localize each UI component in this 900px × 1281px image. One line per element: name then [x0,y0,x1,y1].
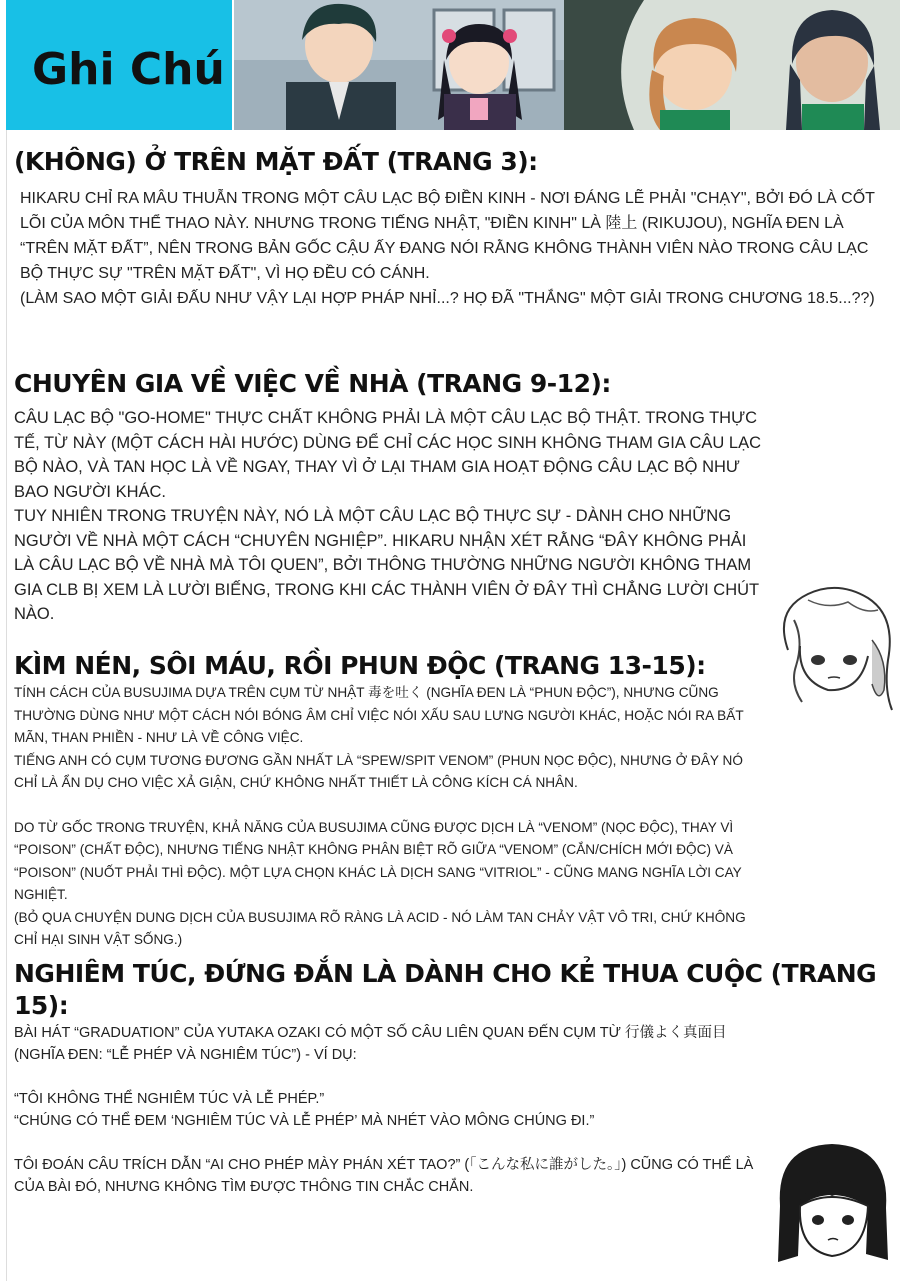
paragraph: (LÀM SAO MỘT GIẢI ĐẤU NHƯ VẬY LẠI HỢP PHÁP NHỈ...? HỌ ĐÃ "THẮNG" MỘT GIẢI TRONG CHƯƠNG 18.5...??) [20,290,875,307]
section-heading: (KHÔNG) Ở TRÊN MẶT ĐẤT (TRANG 3): [14,147,538,176]
chibi-sketch-wavy-hair [768,580,900,725]
paragraph: TÍNH CÁCH CỦA BUSUJIMA DỰA TRÊN CỤM TỪ NHẬT 毒を吐く (NGHĨA ĐEN LÀ “PHUN ĐỘC”), NHƯNG CŨNG THƯỜNG DÙNG NHƯ MỘT CÁCH NÓI BÓNG ÂM CHỈ VIỆC NÓI XẤU SAU LƯNG NGƯỜI KHÁC, HOẶC NÓI RA BẤT MÃN, THAN PHIỀN - NHƯ LÀ VỀ CÔNG VIỆC. [14,685,744,745]
paragraph: TIẾNG ANH CÓ CỤM TƯƠNG ĐƯƠNG GẦN NHẤT LÀ “SPEW/SPIT VENOM” (PHUN NỌC ĐỘC), NHƯNG Ở ĐÂY NÓ CHỈ LÀ ẨN DỤ CHO VIỆC XẢ GIẬN, CHỨ KHÔNG NHẤT THIẾT LÀ CÔNG KÍCH CÁ NHÂN. [14,752,743,790]
paragraph: HIKARU CHỈ RA MÂU THUẪN TRONG MỘT CÂU LẠC BỘ ĐIỀN KINH - NƠI ĐÁNG LẼ PHẢI "CHẠY", BỞI ĐÓ LÀ CỐT LÕI CỦA MÔN THỂ THAO NÀY. NHƯNG TRONG TIẾNG NHẬT, "ĐIỀN KINH" LÀ 陸上 (RIKUJOU), NGHĨA ĐEN LÀ “TRÊN MẶT ĐẤT”, NÊN TRONG BẢN GỐC CẬU ẤY ĐANG NÓI RẰNG KHÔNG THÀNH VIÊN NÀO TRONG CÂU LẠC BỘ THỰC SỰ "TRÊN MẶT ĐẤT", VÌ HỌ ĐỀU CÓ CÁNH. [20,190,875,282]
manga-panel-girls [564,0,900,130]
paragraph: TÔI ĐOÁN CÂU TRÍCH DẪN “AI CHO PHÉP MÀY PHÁN XÉT TAO?” (「こんな私に誰がした。」) CŨNG CÓ THỂ LÀ CỦA BÀI ĐÓ, NHƯNG KHÔNG TÌM ĐƯỢC THÔNG TIN CHẮC CHẮN. [14,1157,754,1195]
paragraph: BÀI HÁT “GRADUATION” CỦA YUTAKA OZAKI CÓ MỘT SỐ CÂU LIÊN QUAN ĐẾN CỤM TỪ 行儀よく真面目 (NGHĨA ĐEN: “LỄ PHÉP VÀ NGHIÊM TÚC”) - VÍ DỤ: [14,1025,727,1063]
page-title: Ghi Chú [32,44,225,95]
paragraph: CÂU LẠC BỘ "GO-HOME" THỰC CHẤT KHÔNG PHẢI LÀ MỘT CÂU LẠC BỘ THẬT. TRONG THỰC TẾ, TỪ NÀY (MỘT CÁCH HÀI HƯỚC) DÙNG ĐỂ CHỈ CÁC HỌC SINH KHÔNG THAM GIA CÂU LẠC BỘ NÀO, VÀ TAN HỌC LÀ VỀ NGAY, THAY VÌ Ở LẠI THAM GIA HOẠT ĐỘNG CÂU LẠC BỘ NHƯ BAO NGƯỜI KHÁC. [14,409,762,501]
header-banner [0,0,900,130]
section-heading: NGHIÊM TÚC, ĐỨNG ĐẮN LÀ DÀNH CHO KẺ THUA CUỘC (TRANG 15): [14,959,877,1020]
note-section-3 [14,650,764,952]
section-heading: CHUYÊN GIA VỀ VIỆC VỀ NHÀ (TRANG 9-12): [14,369,611,398]
paragraph: (BỎ QUA CHUYỆN DUNG DỊCH CỦA BUSUJIMA RÕ RÀNG LÀ ACID - NÓ LÀM TAN CHẢY VẬT VÔ TRI, CHỨ KHÔNG CHỈ HẠI SINH VẬT SỐNG.) [14,909,746,947]
note-section-2 [14,368,764,627]
paragraph: “CHÚNG CÓ THỂ ĐEM ‘NGHIÊM TÚC VÀ LỄ PHÉP’ MÀ NHÉT VÀO MÔNG CHÚNG ĐI.” [14,1113,595,1129]
title-box [6,0,232,130]
note-section-1 [14,146,884,311]
margin-line [6,130,7,1281]
paragraph: TUY NHIÊN TRONG TRUYỆN NÀY, NÓ LÀ MỘT CÂU LẠC BỘ THỰC SỰ - DÀNH CHO NHỮNG NGƯỜI VỀ NHÀ MỘT CÁCH “CHUYÊN NGHIỆP”. HIKARU NHẬN XÉT RẰNG “ĐÂY KHÔNG PHẢI LÀ CÂU LẠC BỘ VỀ NHÀ MÀ TÔI QUEN”, BỞI THÔNG THƯỜNG NHỮNG NGƯỜI KHÔNG THAM GIA CLB BỊ XEM LÀ LƯỜI BIẾNG, TRONG KHI CÁC THÀNH VIÊN Ở ĐÂY THÌ CHẲNG LƯỜI CHÚT NÀO. [14,507,759,623]
note-section-4 [14,958,884,1198]
section-heading: KÌM NÉN, SÔI MÁU, RỒI PHUN ĐỘC (TRANG 13-15): [14,651,706,680]
manga-panel-students [234,0,564,130]
paragraph: “TÔI KHÔNG THỂ NGHIÊM TÚC VÀ LỄ PHÉP.” [14,1091,325,1107]
chibi-sketch-dark-hair [770,1136,896,1281]
paragraph: DO TỪ GỐC TRONG TRUYỆN, KHẢ NĂNG CỦA BUSUJIMA CŨNG ĐƯỢC DỊCH LÀ “VENOM” (NỌC ĐỘC), THAY VÌ “POISON” (CHẤT ĐỘC), NHƯNG TIẾNG NHẬT KHÔNG PHÂN BIỆT RÕ GIỮA “VENOM” (CẮN/CHÍCH MỚI ĐỘC) VÀ “POISON” (NUỐT PHẢI THÌ ĐỘC). MỘT LỰA CHỌN KHÁC LÀ DỊCH SANG “VITRIOL” - CŨNG MANG NGHĨA LỜI CAY NGHIỆT. [14,819,742,902]
